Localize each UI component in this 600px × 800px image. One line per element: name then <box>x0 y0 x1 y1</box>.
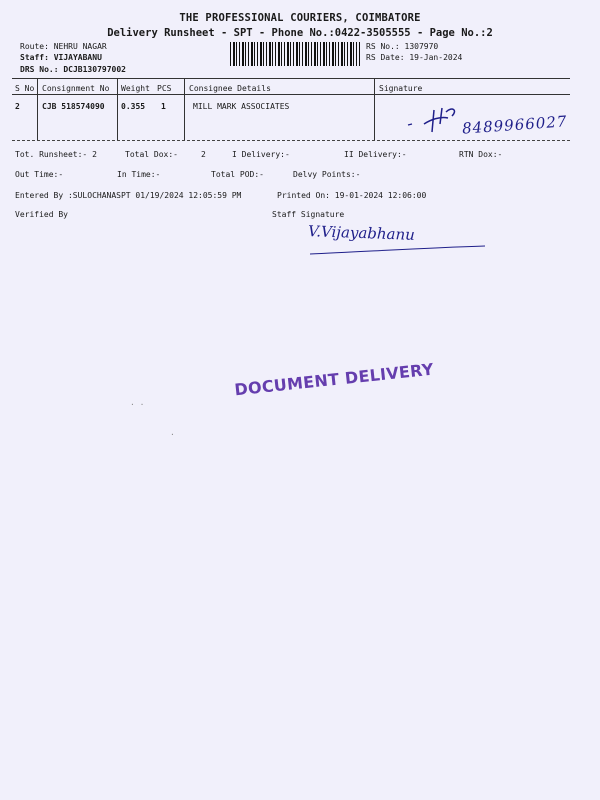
table-bottom-border <box>12 140 570 141</box>
row-consignee: MILL MARK ASSOCIATES <box>193 102 290 111</box>
col-header-consignment: Consignment No <box>42 84 110 93</box>
col-divider <box>117 78 118 140</box>
col-divider <box>37 78 38 140</box>
rtn-dox: RTN Dox:- <box>459 150 503 159</box>
row-weight: 0.355 <box>121 102 146 111</box>
total-pod: Total POD:- <box>211 170 264 179</box>
staff-handwritten-signature: V.Vijayabhanu <box>307 222 416 244</box>
total-dox-value: 2 <box>201 150 206 159</box>
entered-by: Entered By :SULOCHANASPT 01/19/2024 12:05:59 PM <box>15 191 242 200</box>
route-text: Route: NEHRU NAGAR <box>20 42 107 51</box>
out-time: Out Time:- <box>15 170 64 179</box>
col-divider <box>374 78 375 140</box>
col-header-sno: S No <box>15 84 35 93</box>
col-header-signature: Signature <box>379 84 423 93</box>
staff-text: Staff: VIJAYABANU <box>20 53 102 62</box>
document-delivery-stamp: DOCUMENT DELIVERY <box>233 359 435 400</box>
col-header-pcs: PCS <box>157 84 172 93</box>
drs-number: DRS No.: DCJB130797002 <box>20 65 126 74</box>
handwritten-phone: 8489966027 <box>461 112 568 138</box>
company-title: THE PROFESSIONAL COURIERS, COIMBATORE <box>179 12 421 24</box>
col-header-consignee: Consignee Details <box>189 84 271 93</box>
delvy-points: Delvy Points:- <box>293 170 361 179</box>
staff-signature-label: Staff Signature <box>272 210 345 219</box>
col-header-weight: Weight <box>121 84 150 93</box>
tot-runsheet: Tot. Runsheet:- 2 <box>15 150 97 159</box>
speck-marks: · · <box>130 400 145 409</box>
signature-underline <box>300 240 490 264</box>
rs-number: RS No.: 1307970 <box>366 42 439 51</box>
i-delivery: I Delivery:- <box>232 150 290 159</box>
barcode <box>230 42 360 66</box>
col-divider <box>184 78 185 140</box>
row-sno: 2 <box>15 102 20 111</box>
in-time: In Time:- <box>117 170 161 179</box>
row-consignment: CJB 518574090 <box>42 102 105 111</box>
printed-on: Printed On: 19-01-2024 12:06:00 <box>277 191 427 200</box>
total-dox-label: Total Dox:- <box>125 150 178 159</box>
ii-delivery: II Delivery:- <box>344 150 407 159</box>
row-pcs: 1 <box>161 102 166 111</box>
table-top-border <box>12 78 570 79</box>
verified-by: Verified By <box>15 210 68 219</box>
speck-marks: · <box>170 430 175 439</box>
rs-date: RS Date: 19-Jan-2024 <box>366 53 463 62</box>
table-header-border <box>12 94 570 95</box>
runsheet-subtitle: Delivery Runsheet - SPT - Phone No.:0422-3505555 - Page No.:2 <box>107 27 493 39</box>
